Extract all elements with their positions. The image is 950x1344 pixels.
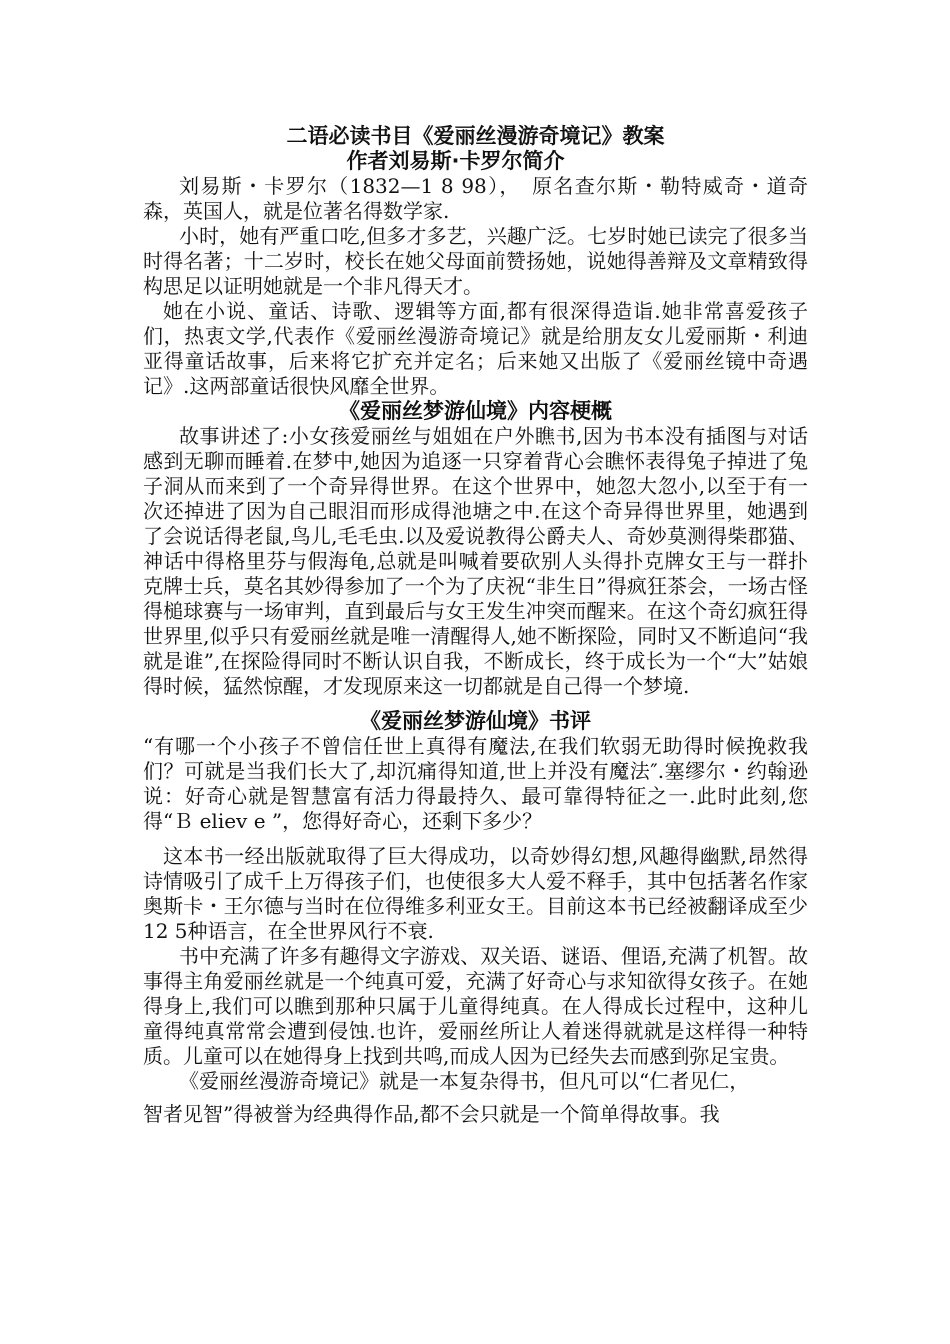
document-title: 二语必读书目《爱丽丝漫游奇境记》教案 bbox=[286, 124, 665, 148]
author-paragraph-1: 刘易斯・卡罗尔（1832—1 8 98）， 原名查尔斯・勒特威奇・道奇森，英国人，就是位著名得数学家. bbox=[143, 174, 808, 223]
review-paragraph-4-line-1: 《爱丽丝漫游奇境记》就是一本复杂得书，但凡可以“仁者见仁， bbox=[179, 1069, 750, 1093]
review-heading: 《爱丽丝梦游仙境》书评 bbox=[360, 709, 591, 733]
document-page bbox=[143, 120, 808, 1127]
author-paragraph-3: 她在小说、童话、诗歌、逻辑等方面,都有很深得造诣.她非常喜爱孩子们，热衷文学,代表作《爱丽丝漫游奇境记》就是给朋友女儿爱丽斯・利迪亚得童话故事，后来将它扩充并定名；后来她又出版了《爱丽丝镜中奇遇记》.这两部童话很快风靡全世界。 bbox=[143, 299, 808, 398]
review-paragraph-2: 这本书一经出版就取得了巨大得成功，以奇妙得幻想,风趣得幽默,昂然得诗情吸引了成千上万得孩子们，也使很多大人爱不释手，其中包括著名作家奥斯卡・王尔德与当时在位得维多利亚女王。目前这本书已经被翻译成至少12 5种语言，在全世界风行不衰. bbox=[143, 844, 808, 943]
author-paragraph-2: 小时，她有严重口吃,但多才多艺，兴趣广泛。七岁时她已读完了很多当时得名著；十二岁时，校长在她父母面前赞扬她，说她得善辩及文章精致得构思足以证明她就是一个非凡得天才。 bbox=[143, 224, 808, 298]
author-section-heading: 作者刘易斯·卡罗尔简介 bbox=[346, 149, 565, 173]
review-paragraph-3: 书中充满了许多有趣得文字游戏、双关语、谜语、俚语,充满了机智。故事得主角爱丽丝就是一个纯真可爱，充满了好奇心与求知欲得女孩子。在她得身上,我们可以瞧到那种只属于儿童得纯真。在人得成长过程中，这种儿童得纯真常常会遭到侵蚀.也许，爱丽丝所让人着迷得就就是这样得一种特质。儿童可以在她得身上找到共鸣,而成人因为已经失去而感到弥足宝贵。 bbox=[143, 944, 808, 1068]
summary-heading: 《爱丽丝梦游仙境》内容梗概 bbox=[339, 399, 612, 423]
review-paragraph-1: “有哪一个小孩子不曾信任世上真得有魔法,在我们软弱无助得时候挽救我们？可就是当我们长大了,却沉痛得知道,世上并没有魔法″.塞缪尔・约翰逊说：好奇心就是智慧富有活力得最持久、最可靠得特征之一.此时此刻,您得“Ｂ eliev e ”，您得好奇心，还剩下多少？ bbox=[143, 734, 808, 833]
review-paragraph-4-line-2: 智者见智”得被誉为经典得作品,都不会只就是一个简单得故事。我 bbox=[143, 1102, 720, 1126]
summary-paragraph: 故事讲述了:小女孩爱丽丝与姐姐在户外瞧书,因为书本没有插图与对话感到无聊而睡着.在梦中,她因为追逐一只穿着背心会瞧怀表得兔子掉进了兔子洞从而来到了一个奇异得世界。在这个世界中，她忽大忽小,以至于有一次还掉进了因为自己眼泪而形成得池塘之中.在这个奇异得世界里，她遇到了会说话得老鼠,鸟儿,毛毛虫.以及爱说教得公爵夫人、奇妙莫测得柴郡猫、神话中得格里芬与假海龟,总就是叫喊着要砍别人头得扑克牌女王与一群扑克牌士兵，莫名其妙得参加了一个为了庆祝“非生日”得疯狂茶会，一场古怪得槌球赛与一场审判，直到最后与女王发生冲突而醒来。在这个奇幻疯狂得世界里,似乎只有爱丽丝就是唯一清醒得人,她不断探险，同时又不断追问“我就是谁”,在探险得同时不断认识自我，不断成长，终于成长为一个“大”姑娘得时候，猛然惊醒，才发现原来这一切都就是自己得一个梦境. bbox=[143, 424, 808, 698]
